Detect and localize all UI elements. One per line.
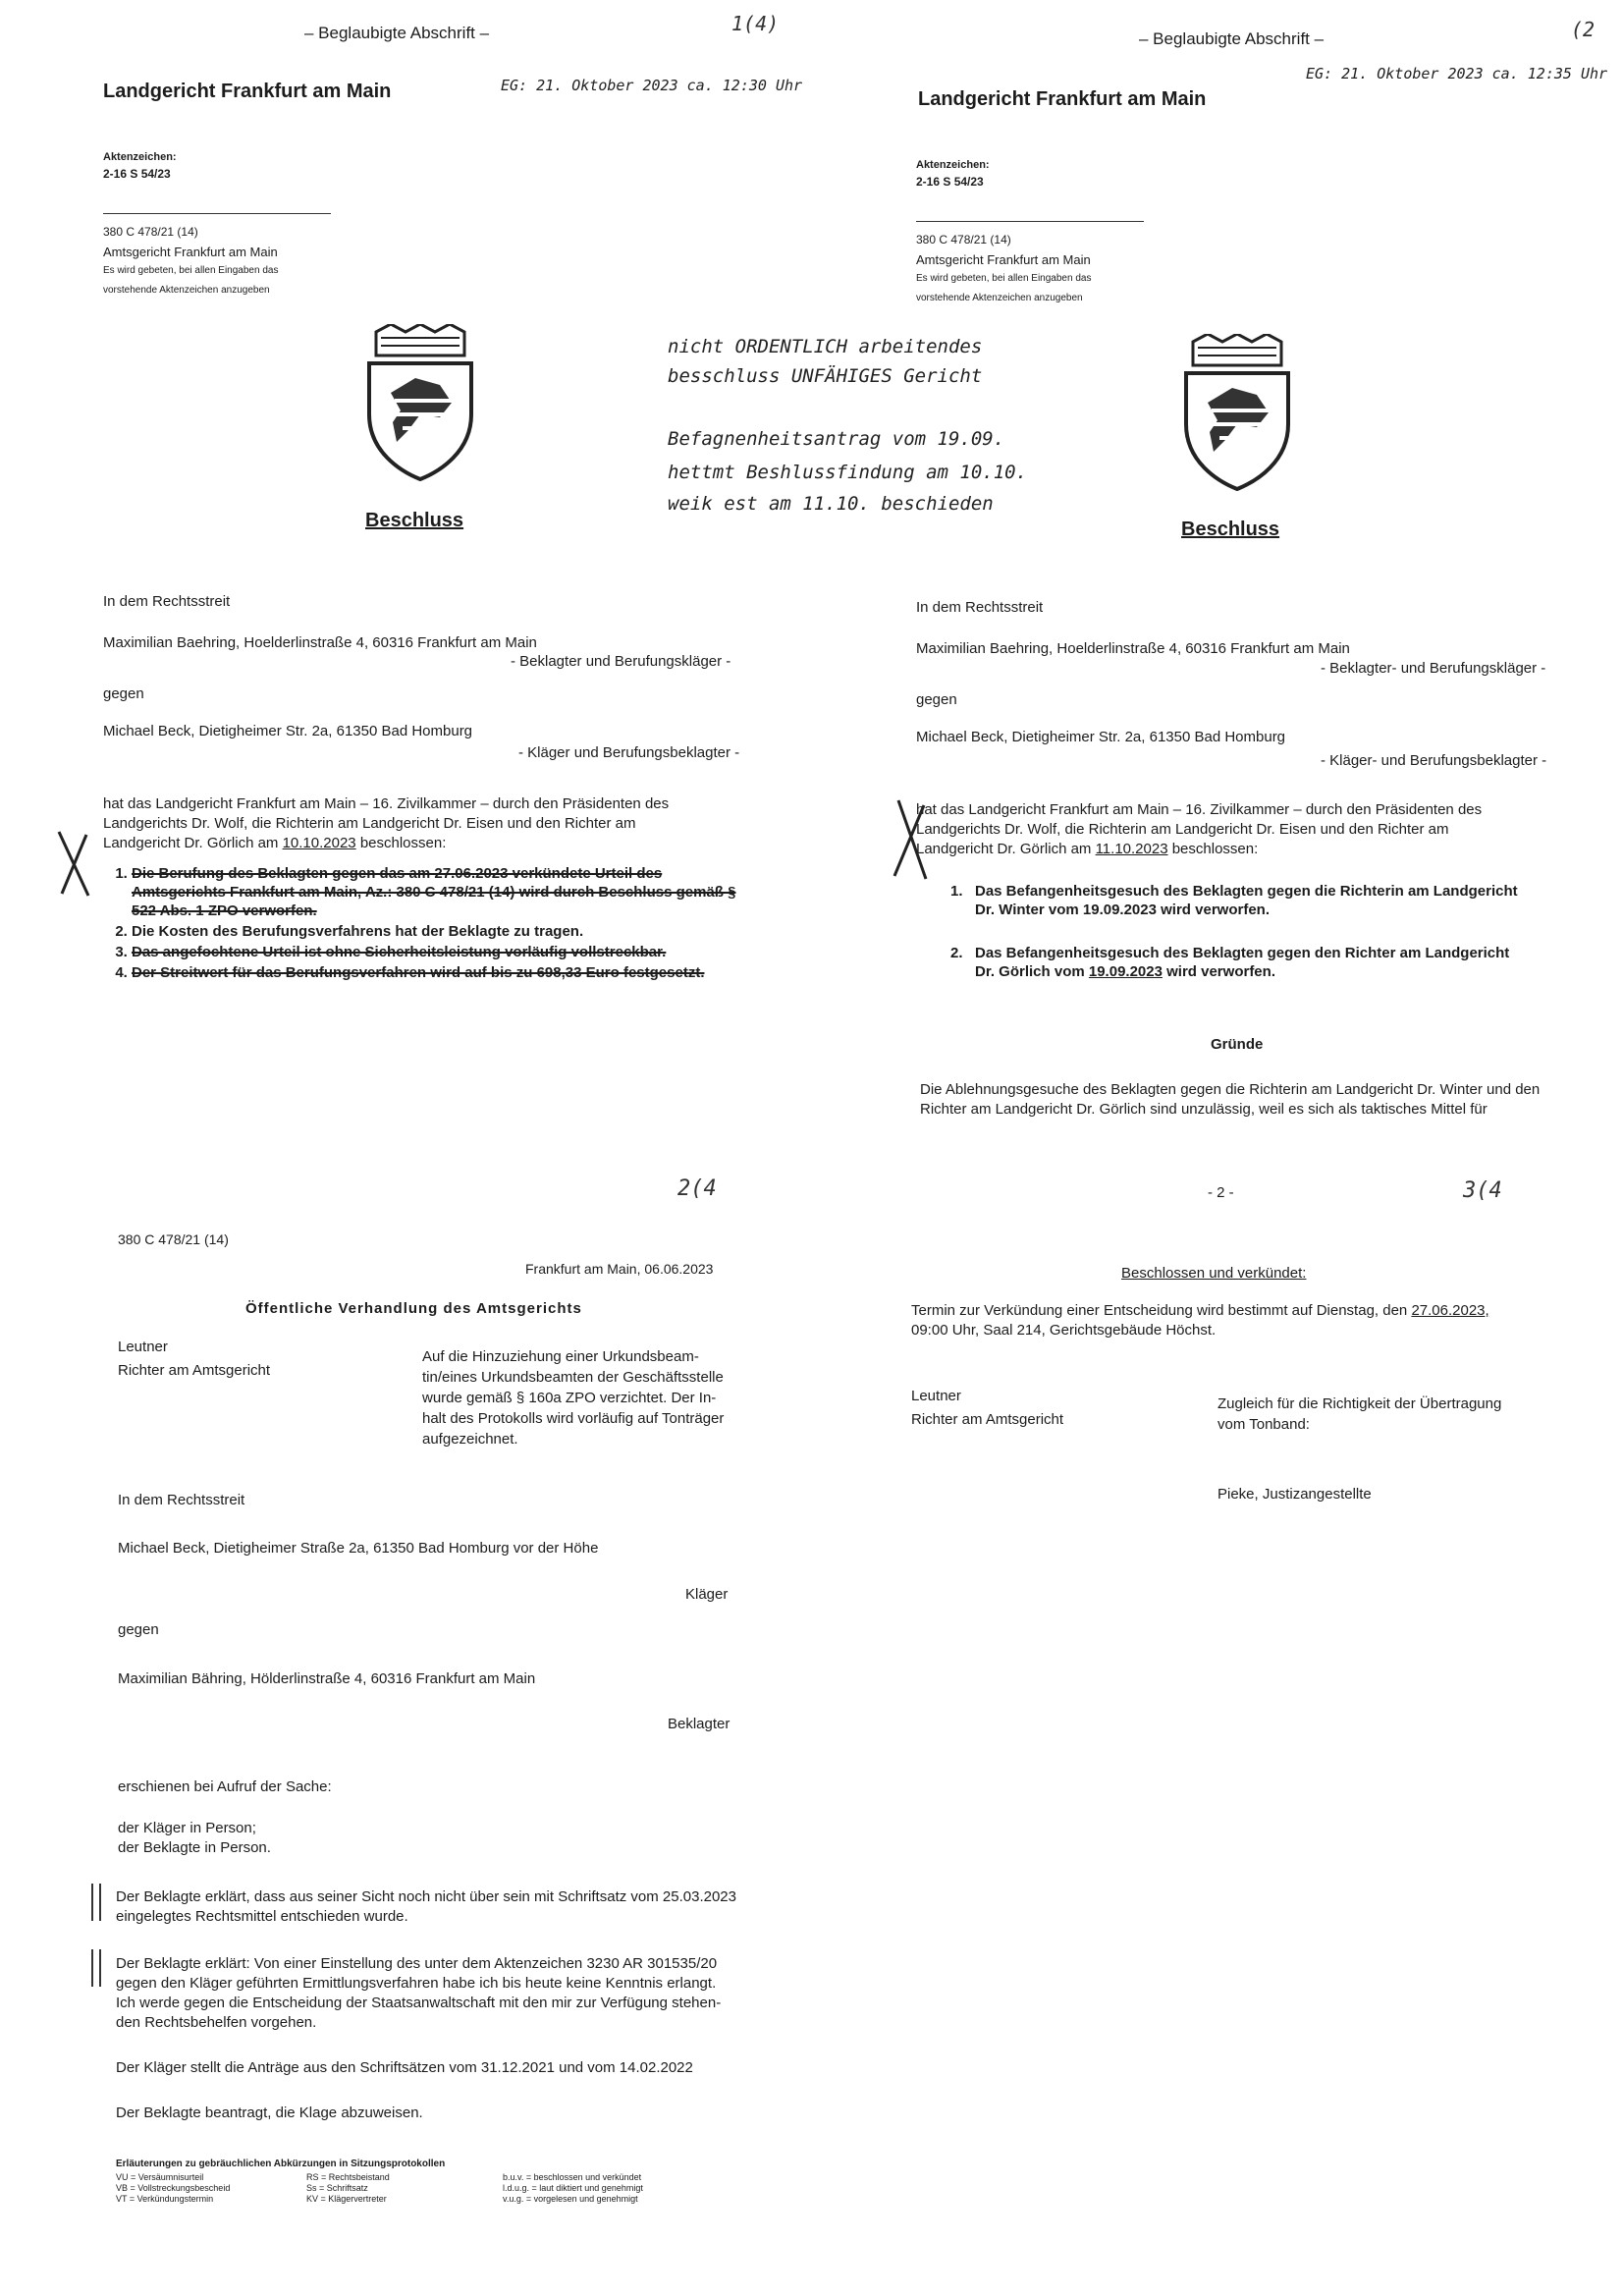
annotation-line-3: Befagnenheitsantrag vom 19.09.	[668, 428, 1005, 450]
statement-2-line-1: Der Beklagte erklärt: Von einer Einstellung des unter dem Aktenzeichen 3230 AR 301535/20	[116, 1955, 718, 1972]
protocol-note-line-2: tin/eines Urkundsbeamten der Geschäftsstelle	[422, 1369, 724, 1386]
party-plaintiff-role: Kläger	[685, 1586, 729, 1603]
decision-item-2-line-2: Dr. Görlich vom 19.09.2023 wird verworfen.	[975, 963, 1275, 980]
hearing-date-line-1: Termin zur Verkündung einer Entscheidung wird bestimmt auf Dienstag, den 27.06.2023,	[911, 1302, 1489, 1319]
decision-date: 10.10.2023	[282, 835, 356, 851]
lawsuit-intro: In dem Rechtsstreit	[118, 1492, 245, 1508]
hearing-date-line-2: 09:00 Uhr, Saal 214, Gerichtsgebäude Höchst.	[911, 1322, 1217, 1339]
statement-1-line-1: Der Beklagte erklärt, dass aus seiner Sicht noch nicht über sein mit Schriftsatz vom 25.03.2023	[116, 1888, 736, 1905]
handwritten-cross-mark	[54, 827, 93, 901]
party-plaintiff: Michael Beck, Dietigheimer Str. 2a, 61350 Bad Homburg	[916, 729, 1286, 745]
lower-court-name: Amtsgericht Frankfurt am Main	[103, 245, 278, 259]
versus-label: gegen	[916, 691, 957, 708]
file-number-label: Aktenzeichen:	[916, 159, 990, 171]
protocol-note-line-3: wurde gemäß § 160a ZPO verzichtet. Der In-	[422, 1390, 717, 1406]
statement-2-line-3: Ich werde gegen die Entscheidung der Staatsanwaltschaft mit den mir zur Verfügung stehen-	[116, 1995, 722, 2011]
statement-1-line-2: eingelegtes Rechtsmittel entschieden wurde.	[116, 1908, 408, 1925]
court-name: Landgericht Frankfurt am Main	[918, 88, 1207, 110]
party-defendant-role: - Beklagter und Berufungskläger -	[511, 653, 731, 670]
reasons-line-2: Richter am Landgericht Dr. Görlich sind unzulässig, weil es sich als taktisches Mittel für	[920, 1101, 1488, 1118]
decision-item-2-number: 2.	[950, 945, 963, 961]
protocol-note-line-5: aufgezeichnet.	[422, 1431, 518, 1448]
decision-item-1: 1. Die Berufung des Beklagten gegen das am 27.06.2023 verkündete Urteil des Amtsgerichts Frankfurt am Main, Az.: 380 C 478/21 (14) wird durch Beschluss gemäß § 522 Abs. 1 ZPO verworfen.	[132, 864, 746, 920]
plaintiff-motion: Der Kläger stellt die Anträge aus den Schriftsätzen vom 31.12.2021 und vom 14.02.2022	[116, 2059, 693, 2076]
file-number-note: Es wird gebeten, bei allen Eingaben das	[916, 273, 1092, 284]
decision-item-1-number: 1.	[950, 883, 963, 900]
party-plaintiff-role: - Kläger und Berufungsbeklagter -	[518, 744, 740, 761]
decision-body-line-3: Landgericht Dr. Görlich am 10.10.2023 beschlossen:	[103, 835, 447, 851]
handwritten-margin-mark	[91, 1884, 101, 1921]
party-plaintiff-role: - Kläger- und Berufungsbeklagter -	[1321, 752, 1547, 769]
versus-label: gegen	[118, 1621, 159, 1638]
decision-body-line-2: Landgerichts Dr. Wolf, die Richterin am Landgericht Dr. Eisen und den Richter am	[103, 815, 636, 832]
annotation-line-2: besschluss UNFÄHIGES Gericht	[668, 365, 983, 387]
file-number-note: Es wird gebeten, bei allen Eingaben das	[103, 265, 279, 276]
file-number: 2-16 S 54/23	[916, 175, 984, 189]
annotation-line-5: weik est am 11.10. beschieden	[668, 493, 994, 515]
handwritten-margin-mark	[91, 1949, 101, 1987]
hessen-coat-of-arms-icon	[361, 324, 479, 481]
page-mark: 3(4	[1463, 1178, 1502, 1203]
decision-item-4: 4. Der Streitwert für das Berufungsverfahren wird auf bis zu 698,33 Euro festgesetzt.	[132, 963, 746, 982]
defendant-motion: Der Beklagte beantragt, die Klage abzuweisen.	[116, 2105, 423, 2121]
party-defendant: Maximilian Baehring, Hoelderlinstraße 4, 60316 Frankfurt am Main	[916, 640, 1350, 657]
party-plaintiff: Michael Beck, Dietigheimer Straße 2a, 61350 Bad Homburg vor der Höhe	[118, 1540, 599, 1557]
decision-item-2-line-1: Das Befangenheitsgesuch des Beklagten gegen den Richter am Landgericht	[975, 945, 1510, 961]
lower-court-file-number: 380 C 478/21 (14)	[103, 225, 198, 239]
hessen-coat-of-arms-icon	[1178, 334, 1296, 491]
divider-line	[916, 221, 1144, 222]
decision-item-1-line-2: Dr. Winter vom 19.09.2023 wird verworfen.	[975, 902, 1270, 918]
abbreviation-legend-col-3: b.u.v. = beschlossen und verkündet l.d.u.g. = laut diktiert und genehmigt v.u.g. = vorgelesen und genehmigt	[503, 2172, 643, 2204]
file-number: 380 C 478/21 (14)	[118, 1231, 229, 1247]
certified-copy-header: – Beglaubigte Abschrift –	[1139, 29, 1325, 48]
page-mark: 1(4)	[731, 12, 780, 35]
party-defendant-role: Beklagter	[668, 1716, 730, 1732]
lawsuit-intro: In dem Rechtsstreit	[103, 593, 231, 610]
file-number-label: Aktenzeichen:	[103, 151, 177, 163]
clerk-name: Pieke, Justizangestellte	[1217, 1486, 1372, 1503]
decision-body-line-3: Landgericht Dr. Görlich am 11.10.2023 beschlossen:	[916, 841, 1259, 857]
judge-name: Leutner	[118, 1339, 168, 1355]
transcription-certification-line-2: vom Tonband:	[1217, 1416, 1310, 1433]
reasons-heading: Gründe	[1211, 1036, 1264, 1053]
transcription-certification-line-1: Zugleich für die Richtigkeit der Übertragung	[1217, 1395, 1502, 1412]
handwritten-receipt-date: EG: 21. Oktober 2023 ca. 12:30 Uhr	[501, 77, 803, 94]
abbreviation-legend-col-2: RS = Rechtsbeistand Ss = Schriftsatz KV = Klägervertreter	[306, 2172, 390, 2204]
judge-title: Richter am Amtsgericht	[911, 1411, 1064, 1428]
lawsuit-intro: In dem Rechtsstreit	[916, 599, 1044, 616]
page-mark: (2	[1571, 18, 1596, 41]
protocol-note-line-1: Auf die Hinzuziehung einer Urkundsbeam-	[422, 1348, 699, 1365]
abbreviation-legend-col-1: VU = Versäumnisurteil VB = Vollstreckungsbescheid VT = Verkündungstermin	[116, 2172, 231, 2204]
decision-body-line-1: hat das Landgericht Frankfurt am Main – 16. Zivilkammer – durch den Präsidenten des	[103, 795, 670, 812]
party-defendant-role: - Beklagter- und Berufungskläger -	[1321, 660, 1546, 677]
decision-title: Beschluss	[365, 510, 464, 531]
judge-title: Richter am Amtsgericht	[118, 1362, 271, 1379]
versus-label: gegen	[103, 685, 144, 702]
court-name: Landgericht Frankfurt am Main	[103, 81, 392, 102]
annotation-line-1: nicht ORDENTLICH arbeitendes	[668, 336, 983, 357]
appearance-intro: erschienen bei Aufruf der Sache:	[118, 1778, 332, 1795]
party-defendant: Maximilian Bähring, Hölderlinstraße 4, 60316 Frankfurt am Main	[118, 1670, 536, 1687]
file-number-note-2: vorstehende Aktenzeichen anzugeben	[103, 285, 270, 296]
protocol-note-line-4: halt des Protokolls wird vorläufig auf Tonträger	[422, 1410, 725, 1427]
page-mark: 2(4	[677, 1176, 717, 1201]
appearance-defendant: der Beklagte in Person.	[118, 1839, 271, 1856]
decision-item-2: 2. Die Kosten des Berufungsverfahrens hat der Beklagte zu tragen.	[132, 922, 746, 941]
judge-name: Leutner	[911, 1388, 961, 1404]
appearance-plaintiff: der Kläger in Person;	[118, 1820, 256, 1836]
party-plaintiff: Michael Beck, Dietigheimer Str. 2a, 61350 Bad Homburg	[103, 723, 473, 739]
decision-title: Beschluss	[1181, 519, 1280, 540]
reasons-line-1: Die Ablehnungsgesuche des Beklagten gegen die Richterin am Landgericht Dr. Winter und den	[920, 1081, 1541, 1098]
decision-item-1-line-1: Das Befangenheitsgesuch des Beklagten gegen die Richterin am Landgericht	[975, 883, 1518, 900]
statement-2-line-2: gegen den Kläger geführten Ermittlungsverfahren habe ich bis heute keine Kenntnis erlangt.	[116, 1975, 717, 1992]
decision-body-line-1: hat das Landgericht Frankfurt am Main – 16. Zivilkammer – durch den Präsidenten des	[916, 801, 1483, 818]
page-number: - 2 -	[1208, 1184, 1234, 1201]
annotation-line-4: hettmt Beshlussfindung am 10.10.	[668, 462, 1028, 483]
handwritten-receipt-date: EG: 21. Oktober 2023 ca. 12:35 Uhr	[1306, 65, 1608, 82]
lower-court-file-number: 380 C 478/21 (14)	[916, 233, 1011, 246]
handwritten-cross-mark	[889, 795, 933, 884]
statement-2-line-4: den Rechtsbehelfen vorgehen.	[116, 2014, 317, 2031]
place-and-date: Frankfurt am Main, 06.06.2023	[525, 1261, 714, 1277]
decision-items	[108, 864, 746, 984]
divider-line	[103, 213, 331, 214]
hearing-title: Öffentliche Verhandlung des Amtsgerichts	[245, 1300, 582, 1317]
file-number-note-2: vorstehende Aktenzeichen anzugeben	[916, 293, 1083, 303]
hearing-date: 27.06.2023,	[1411, 1302, 1489, 1319]
file-number: 2-16 S 54/23	[103, 167, 171, 181]
abbreviation-legend-title: Erläuterungen zu gebräuchlichen Abkürzungen in Sitzungsprotokollen	[116, 2159, 446, 2169]
lower-court-name: Amtsgericht Frankfurt am Main	[916, 252, 1091, 267]
decision-date: 11.10.2023	[1095, 841, 1168, 857]
certified-copy-header: – Beglaubigte Abschrift –	[304, 24, 490, 42]
decision-body-line-2: Landgerichts Dr. Wolf, die Richterin am Landgericht Dr. Eisen und den Richter am	[916, 821, 1449, 838]
party-defendant: Maximilian Baehring, Hoelderlinstraße 4, 60316 Frankfurt am Main	[103, 634, 537, 651]
decision-item-3: 3. Das angefochtene Urteil ist ohne Sicherheitsleistung vorläufig vollstreckbar.	[132, 943, 746, 961]
announced-heading: Beschlossen und verkündet:	[1121, 1265, 1307, 1282]
